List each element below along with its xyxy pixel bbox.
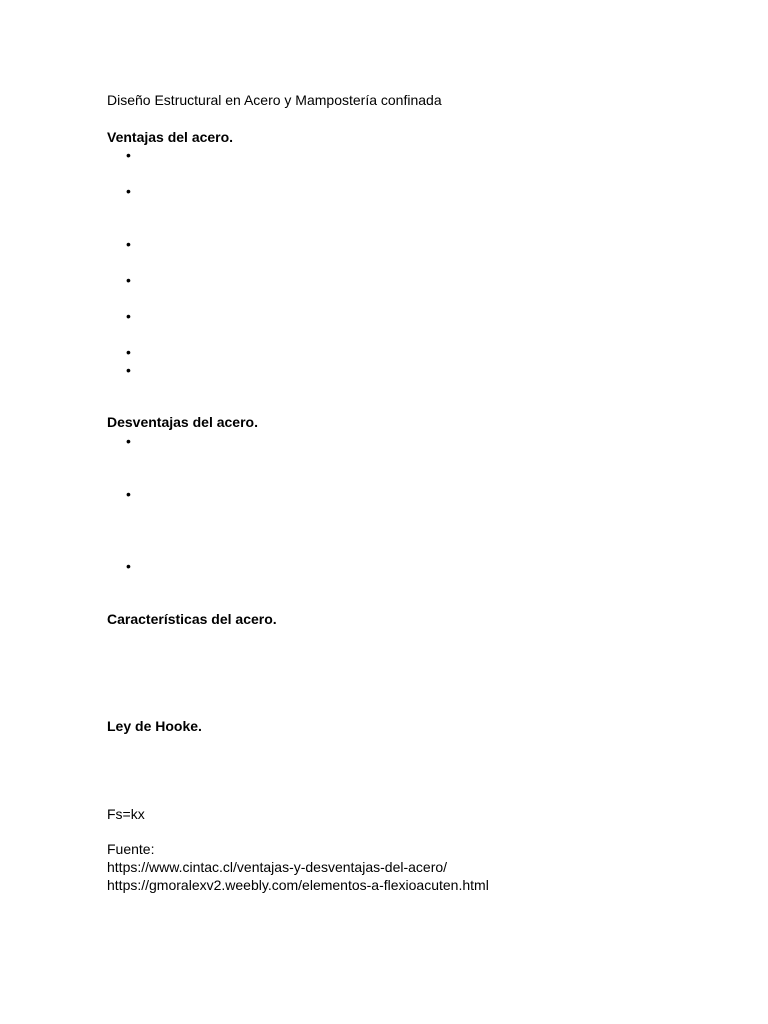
heading-ventajas: Ventajas del acero. [107, 129, 234, 145]
heading-hooke: Ley de Hooke. [107, 718, 202, 734]
list-item-bullet: • [126, 272, 131, 288]
list-item-bullet: • [126, 147, 131, 163]
formula-text: Fs=kx [107, 806, 145, 822]
list-item-bullet: • [126, 486, 131, 502]
source-link-cintac[interactable]: https://www.cintac.cl/ventajas-y-desventajas-del-acero/ [107, 859, 448, 875]
heading-caracteristicas: Características del acero. [107, 611, 277, 627]
list-item-bullet: • [126, 308, 131, 324]
list-item-bullet: • [126, 362, 131, 378]
list-item-bullet: • [126, 433, 131, 449]
sources-label: Fuente: [107, 841, 155, 857]
source-link-weebly[interactable]: https://gmoralexv2.weebly.com/elementos-a-flexioacuten.html [107, 877, 489, 893]
heading-desventajas: Desventajas del acero. [107, 414, 258, 430]
list-item-bullet: • [126, 183, 131, 199]
document-title: Diseño Estructural en Acero y Mampostería confinada [107, 92, 442, 108]
list-item-bullet: • [126, 236, 131, 252]
list-item-bullet: • [126, 558, 131, 574]
list-item-bullet: • [126, 344, 131, 360]
